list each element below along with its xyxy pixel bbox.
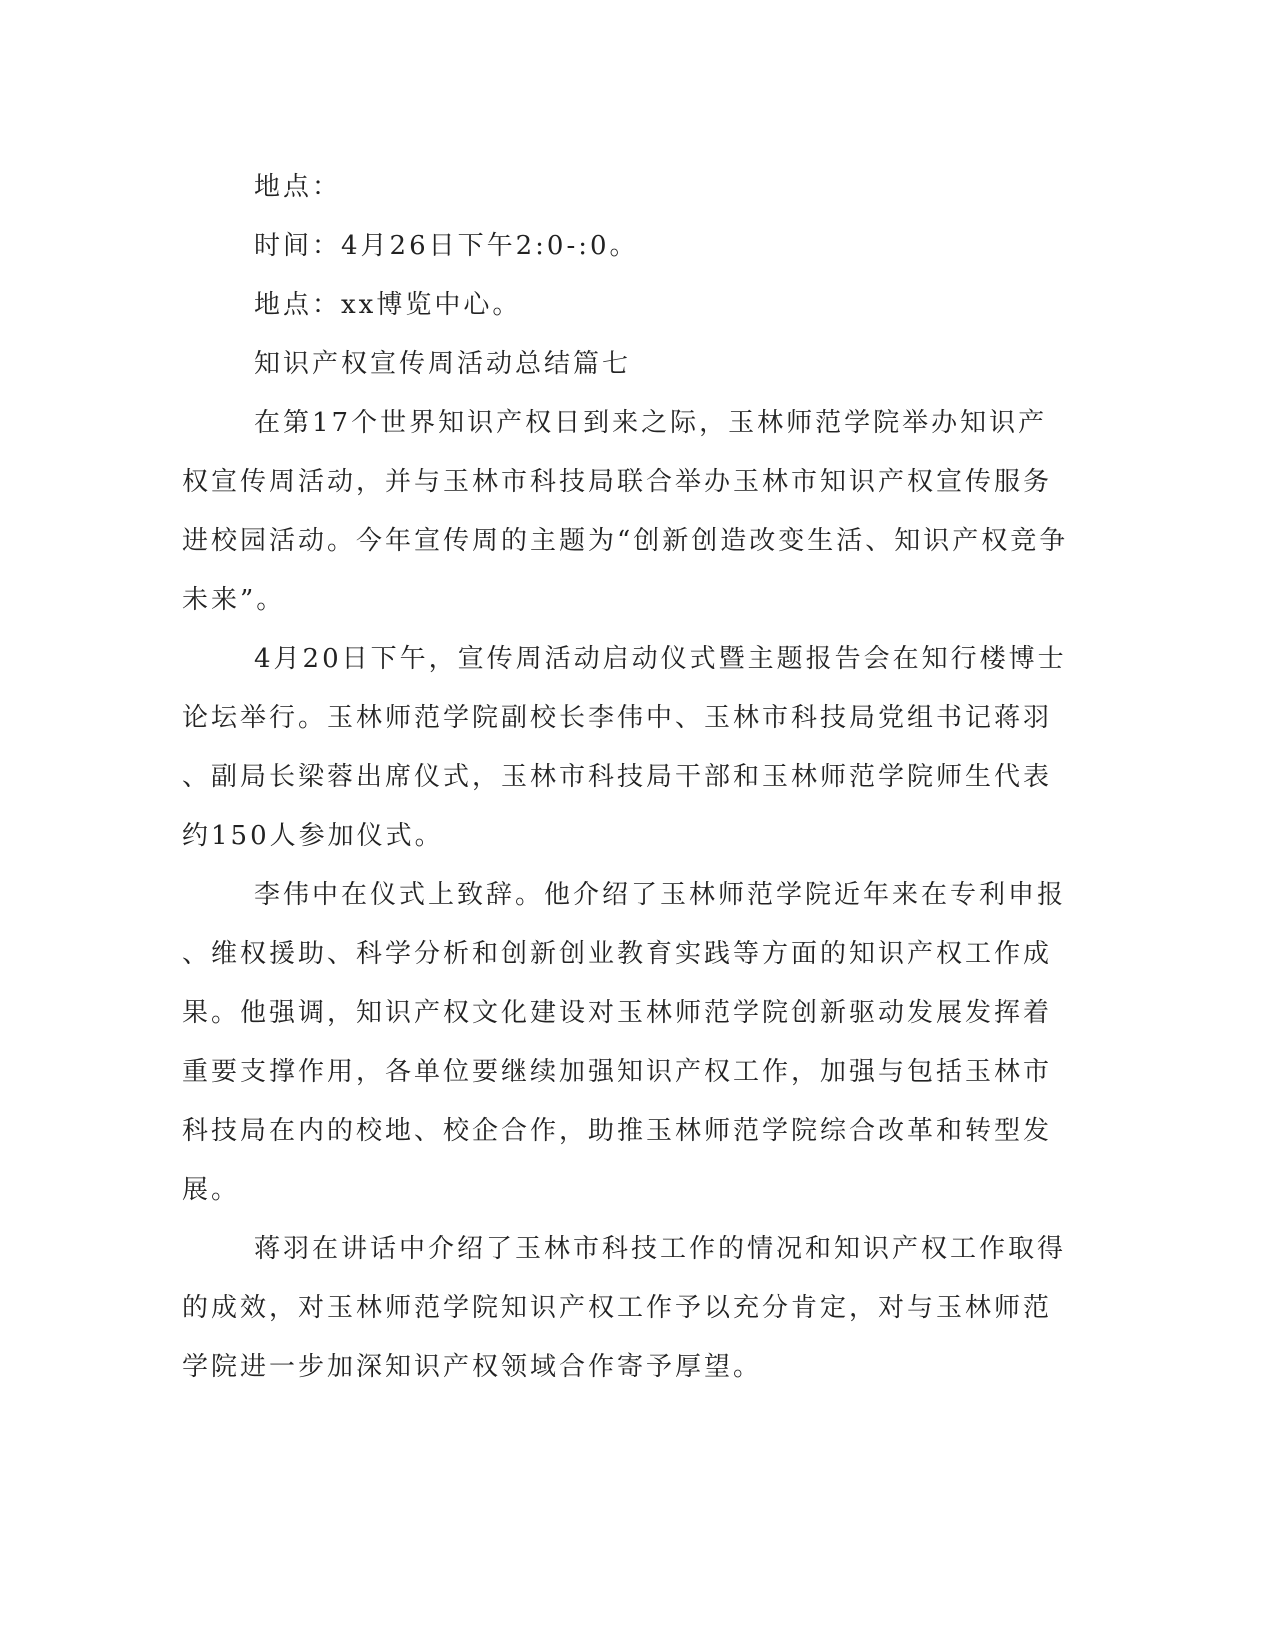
location-line: 地点：xx博览中心。 (254, 290, 522, 320)
paragraph-speech-jiang (182, 1220, 1067, 1397)
paragraph-speech-li (182, 866, 1067, 1220)
paragraph-line: 果。他强调，知识产权文化建设对玉林师范学院创新驱动发展发挥着 (182, 998, 1053, 1028)
paragraph-line: 约150人参加仪式。 (182, 821, 444, 851)
paragraph-line: 进校园活动。今年宣传周的主题为“创新创造改变生活、知识产权竞争 (182, 526, 1069, 556)
paragraph-line: 展。 (182, 1175, 241, 1205)
paragraph-intro (182, 394, 1069, 630)
paragraph-line: 蒋羽在讲话中介绍了玉林市科技工作的情况和知识产权工作取得 (254, 1234, 1067, 1264)
paragraph-line: 权宣传周活动，并与玉林市科技局联合举办玉林市知识产权宣传服务 (182, 467, 1053, 497)
paragraph-line: 学院进一步加深知识产权领域合作寄予厚望。 (182, 1352, 763, 1382)
document-body (182, 158, 1069, 1397)
paragraph-line: 、维权援助、科学分析和创新创业教育实践等方面的知识产权工作成 (182, 939, 1053, 969)
location-label-line: 地点： (254, 172, 342, 202)
paragraph-line: 的成效，对玉林师范学院知识产权工作予以充分肯定，对与玉林师范 (182, 1293, 1053, 1323)
section-heading: 知识产权宣传周活动总结篇七 (254, 349, 632, 379)
paragraph-line: 论坛举行。玉林师范学院副校长李伟中、玉林市科技局党组书记蒋羽 (182, 703, 1053, 733)
time-line: 时间：4月26日下午2:0-:0。 (254, 231, 639, 261)
paragraph-line: 重要支撑作用，各单位要继续加强知识产权工作，加强与包括玉林市 (182, 1057, 1053, 1087)
paragraph-line: 4月20日下午，宣传周活动启动仪式暨主题报告会在知行楼博士 (254, 644, 1067, 674)
paragraph-line: 、副局长梁蓉出席仪式，玉林市科技局干部和玉林师范学院师生代表 (182, 762, 1053, 792)
paragraph-ceremony (182, 630, 1067, 866)
paragraph-line: 未来”。 (182, 585, 286, 615)
paragraph-line: 科技局在内的校地、校企合作，助推玉林师范学院综合改革和转型发 (182, 1116, 1053, 1146)
paragraph-line: 李伟中在仪式上致辞。他介绍了玉林师范学院近年来在专利申报 (254, 880, 1067, 910)
paragraph-line: 在第17个世界知识产权日到来之际，玉林师范学院举办知识产 (254, 408, 1048, 438)
